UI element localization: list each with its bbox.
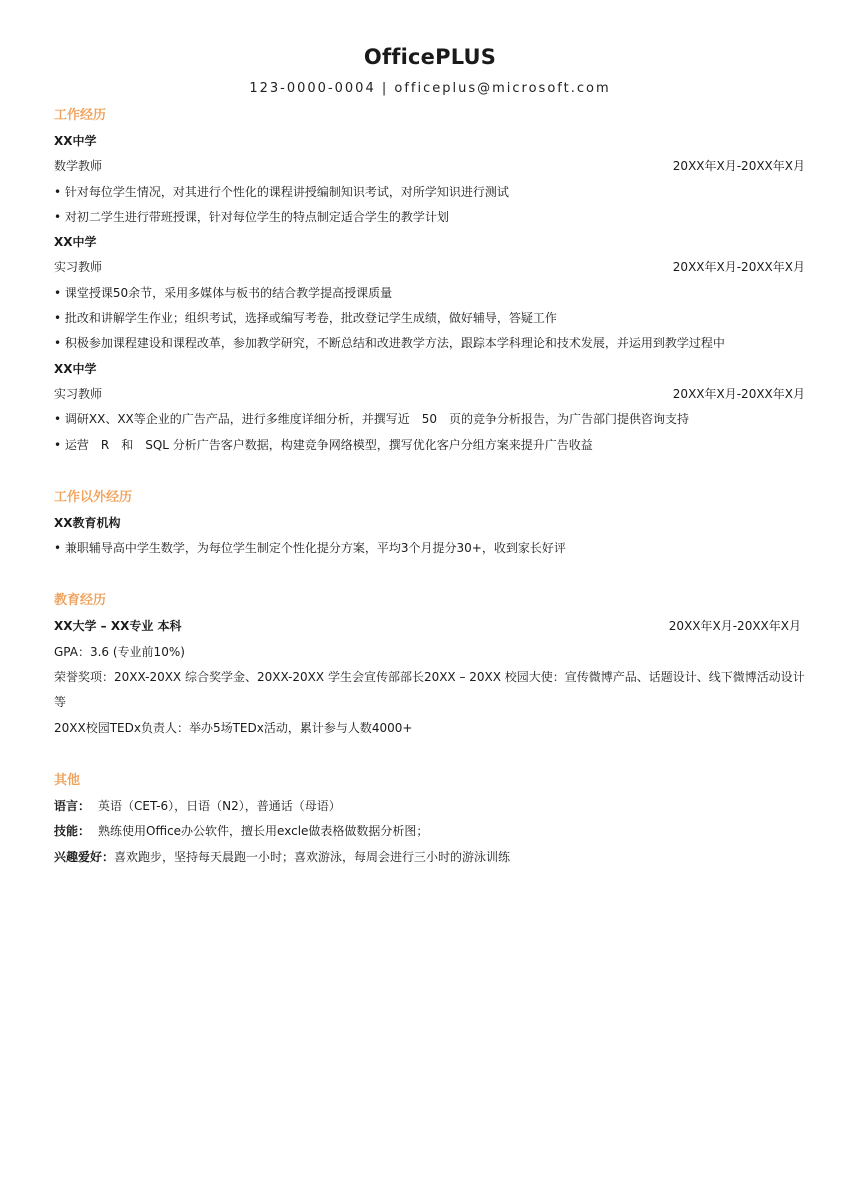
education-degree-row: [54, 614, 806, 639]
education-degree: XX大学 – XX专业 本科: [54, 619, 182, 634]
other-item-label: 兴趣爱好：: [54, 849, 115, 864]
job-role-row: [54, 255, 806, 280]
job-role: 实习教师: [54, 260, 103, 275]
job-entry: [54, 357, 806, 458]
job-company: XX中学: [54, 235, 97, 250]
section-title-education: 教育经历: [54, 593, 107, 609]
job-company: XX中学: [54, 134, 97, 148]
candidate-name: OfficePLUS: [363, 45, 497, 69]
job-role: 数学教师: [54, 159, 103, 174]
other-item-label: 语言：: [54, 798, 91, 813]
education-honors: 荣誉奖项：20XX-20XX 综合奖学金、20XX-20XX 学生会宣传部部长20XX – 20XX 校园大使：宣传微博产品、话题设计、线下微博活动设计等: [54, 670, 805, 710]
other-item-value: 喜欢跑步，坚持每天晨跑一小时；喜欢游泳，每周会进行三小时的游泳训练: [114, 849, 511, 864]
resume-page: [54, 40, 806, 870]
job-bullet: • 积极参加课程建设和课程改革，参加教学研究，不断总结和改进教学方法，跟踪本学科理论和技术发展，并运用到教学过程中: [54, 336, 725, 351]
other-item-language: [54, 794, 806, 819]
other-item-label: 技能：: [54, 824, 91, 839]
job-bullet: • 对初二学生进行带班授课，针对每位学生的特点制定适合学生的教学计划: [54, 209, 449, 224]
job-role-row: [54, 382, 806, 407]
job-bullet: • 批改和讲解学生作业；组织考试，选择或编写考卷，批改登记学生成绩，做好辅导，答疑工作: [54, 311, 557, 326]
job-period: 20XX年X月-20XX年X月: [672, 260, 805, 275]
job-period: 20XX年X月-20XX年X月: [672, 386, 805, 401]
extra-org: XX教育机构: [54, 515, 121, 530]
job-company: XX中学: [54, 361, 97, 376]
job-period: 20XX年X月-20XX年X月: [672, 159, 805, 174]
section-title-work: 工作经历: [54, 108, 107, 123]
section-title-other: 其他: [54, 772, 81, 788]
other-item-value: 英语（CET-6），日语（N2），普通话（母语）: [98, 798, 341, 813]
job-role: 实习教师: [54, 386, 103, 401]
extra-bullet: • 兼职辅导高中学生数学，为每位学生制定个性化提分方案，平均3个月提分30+，收到家长好评: [54, 541, 566, 556]
education-tedx: 20XX校园TEDx负责人：举办5场TEDx活动，累计参与人数4000+: [54, 720, 413, 735]
education-gpa: GPA：3.6 (专业前10%): [54, 644, 185, 659]
contact-info: 123-0000-0004 | officeplus@microsoft.com: [249, 81, 611, 96]
job-role-row: [54, 154, 806, 179]
job-bullet: • 针对每位学生情况，对其进行个性化的课程讲授编制知识考试，对所学知识进行测试: [54, 184, 509, 199]
job-bullet: • 运营 R 和 SQL 分析广告客户数据，构建竞争网络模型，撰写优化客户分组方案来提升广告收益: [54, 437, 593, 452]
job-entry: [54, 129, 806, 230]
other-item-hobbies: [54, 845, 806, 870]
other-item-skills: [54, 819, 806, 844]
other-item-value: 熟练使用Office办公软件，擅长用excle做表格做数据分析图；: [98, 824, 429, 839]
section-title-extra: 工作以外经历: [54, 489, 133, 505]
job-bullet: • 课堂授课50余节，采用多媒体与板书的结合教学提高授课质量: [54, 285, 393, 300]
education-period: 20XX年X月-20XX年X月: [668, 619, 801, 634]
job-bullet: • 调研XX、XX等企业的广告产品，进行多维度详细分析，并撰写近 50 页的竞争分析报告，为广告部门提供咨询支持: [54, 412, 690, 427]
job-entry: [54, 230, 806, 356]
